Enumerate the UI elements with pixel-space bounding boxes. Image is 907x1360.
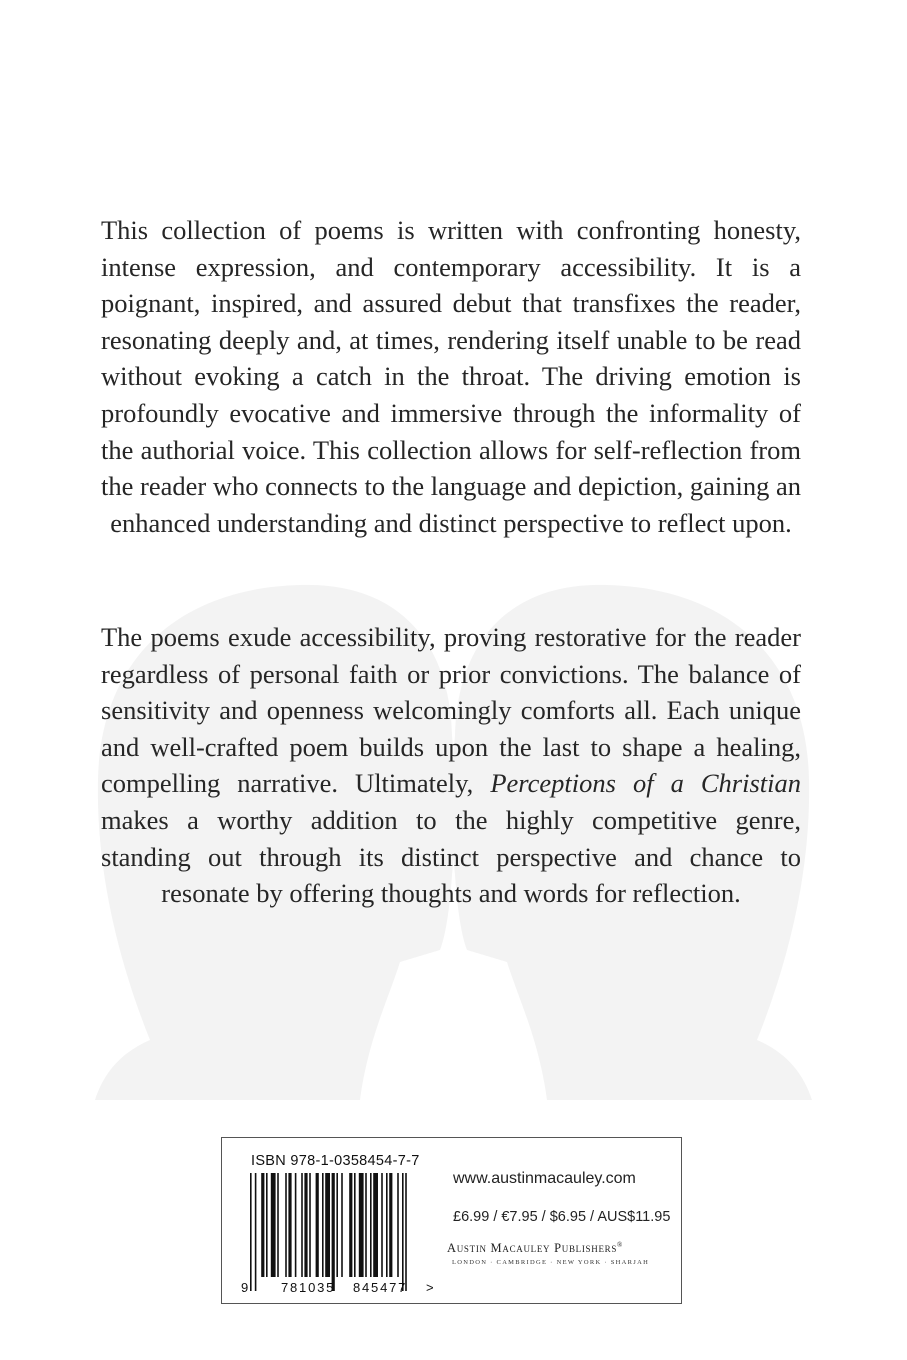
barcode-bar bbox=[261, 1173, 264, 1277]
barcode-bar bbox=[349, 1173, 352, 1277]
barcode-bar bbox=[389, 1173, 392, 1277]
publisher-name: Austin Macauley Publishers bbox=[447, 1241, 618, 1256]
barcode-bar bbox=[309, 1173, 311, 1277]
barcode-box bbox=[221, 1137, 682, 1304]
barcode-bar bbox=[381, 1173, 383, 1277]
barcode-bar bbox=[316, 1173, 319, 1277]
barcode-bar bbox=[405, 1173, 407, 1291]
barcode-bar bbox=[325, 1173, 330, 1277]
barcode-bar bbox=[370, 1173, 372, 1277]
barcode-bar bbox=[365, 1173, 367, 1277]
publisher-logo bbox=[447, 1241, 623, 1256]
barcode-bar bbox=[336, 1173, 338, 1277]
barcode-bar bbox=[271, 1173, 276, 1277]
publisher-cities: LONDON · CAMBRIDGE · NEW YORK · SHARJAH bbox=[452, 1259, 650, 1266]
barcode-bar bbox=[359, 1173, 364, 1277]
price-list: £6.99 / €7.95 / $6.95 / AUS$11.95 bbox=[453, 1209, 671, 1225]
barcode-arrow: > bbox=[426, 1280, 434, 1295]
isbn-number: ISBN 978-1-0358454-7-7 bbox=[251, 1153, 420, 1169]
publisher-website: www.austinmacauley.com bbox=[453, 1170, 636, 1187]
barcode-bar bbox=[304, 1173, 307, 1277]
barcode-bar bbox=[295, 1173, 297, 1277]
book-title: Perceptions of a Christian bbox=[490, 768, 801, 799]
blurb-text: makes a worthy addition to the highly competitive genre, standing out through its distinct perspective and chance to resonate by offering thoughts and words for reflection. bbox=[101, 804, 801, 909]
registered-mark: ® bbox=[617, 1241, 624, 1249]
barcode-bar bbox=[277, 1173, 279, 1277]
blurb-text: The poems exude accessibility, proving restorative for the reader regardless of personal faith or prior convictions. The balance of sensitivity and openness welcomingly comforts all. Each unique and well-crafted poem builds upon the last to shape a healing, compelling narrative. Ultimately, bbox=[101, 622, 801, 799]
barcode-bar bbox=[332, 1173, 335, 1291]
barcode-bar bbox=[301, 1173, 303, 1277]
barcode-bar bbox=[386, 1173, 388, 1277]
barcode-bar bbox=[285, 1173, 287, 1277]
blurb-paragraph-1: This collection of poems is written with confronting honesty, intense expression, and contemporary accessibility. It is a poignant, inspired, and assured debut that transfixes the reader, resonating deeply and, at times, rendering itself unable to be read without evoking a catch in the throat. The driving emotion is profoundly evocative and immersive through the informality of the authorial voice. This collection allows for self-reflection from the reader who connects to the language and depiction, gaining an enhanced understanding and distinct perspective to reflect upon. bbox=[101, 215, 801, 538]
blurb-paragraph-2 bbox=[101, 619, 801, 912]
barcode-bar bbox=[397, 1173, 399, 1277]
barcode-digits-right: 845477 bbox=[353, 1280, 408, 1295]
barcode-bar bbox=[341, 1173, 343, 1277]
barcode-bar bbox=[250, 1173, 252, 1291]
barcode-bar bbox=[373, 1173, 378, 1277]
barcode-digit-first: 9 bbox=[241, 1280, 249, 1295]
barcode-bar bbox=[354, 1173, 356, 1277]
barcode-bar bbox=[266, 1173, 268, 1277]
barcode-digits-left: 781035 bbox=[281, 1280, 336, 1295]
barcode-bar bbox=[322, 1173, 324, 1277]
barcode-bar bbox=[402, 1173, 404, 1291]
barcode-bar bbox=[288, 1173, 291, 1277]
barcode-bar bbox=[255, 1173, 257, 1291]
